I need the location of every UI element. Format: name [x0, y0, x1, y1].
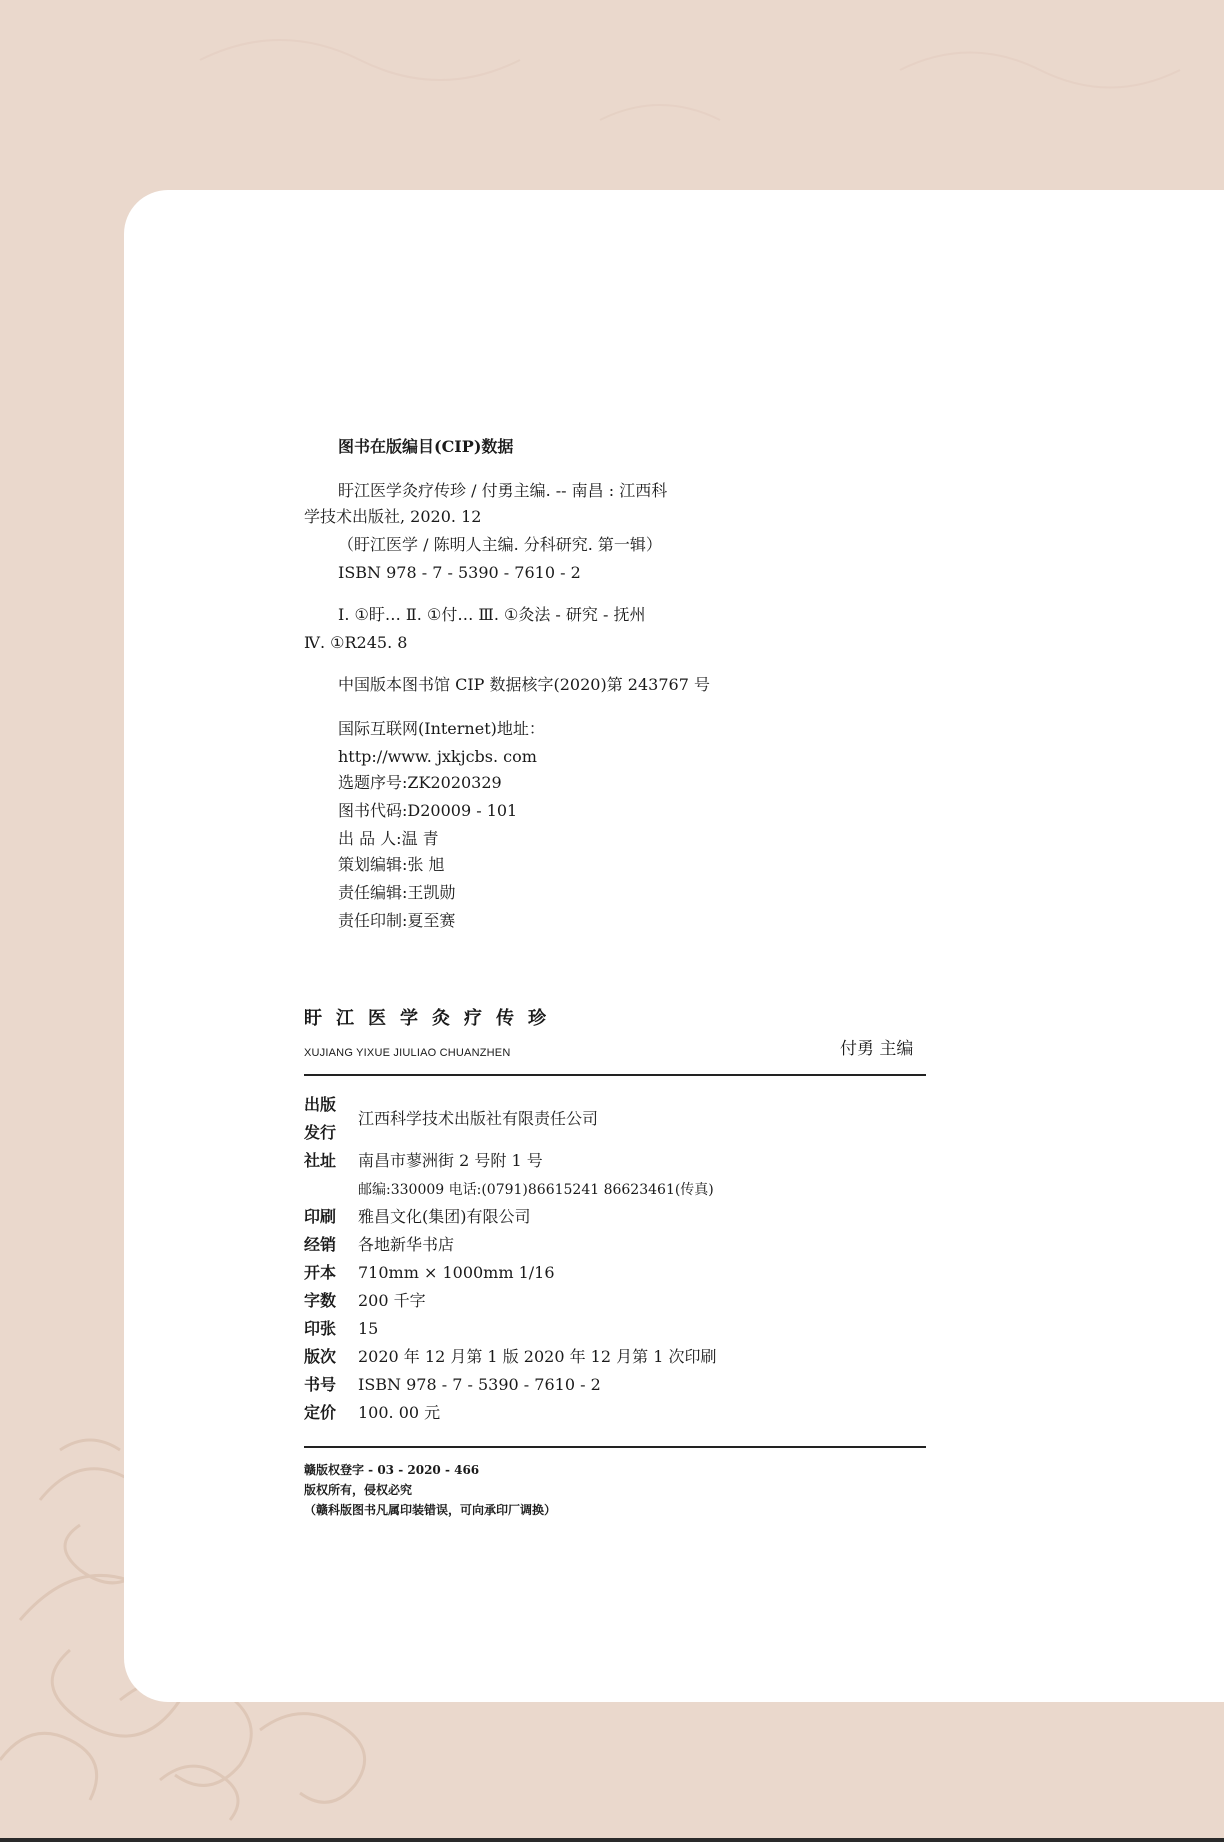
cip-line-3: （盱江医学 / 陈明人主编. 分科研究. 第一辑） — [338, 535, 662, 554]
copyright-registration: 赣版权登字 - 03 - 2020 - 466 — [304, 1463, 480, 1477]
isbn-value: ISBN 978 - 7 - 5390 - 7610 - 2 — [358, 1375, 601, 1394]
cip-verification: 中国版本图书馆 CIP 数据核字(2020)第 243767 号 — [338, 675, 710, 694]
website-url: http://www. jxkjcbs. com — [338, 747, 537, 766]
printer-label: 印刷 — [304, 1207, 337, 1226]
producer: 出 品 人:温 青 — [338, 829, 439, 848]
edition-label: 版次 — [304, 1347, 337, 1366]
internet-label: 国际互联网(Internet)地址： — [338, 719, 545, 738]
sheets-label: 印张 — [304, 1319, 337, 1338]
rights-reserved: 版权所有，侵权必究 — [304, 1483, 413, 1497]
isbn-label: 书号 — [304, 1375, 337, 1394]
planning-editor: 策划编辑:张 旭 — [338, 855, 445, 874]
price-label: 定价 — [304, 1403, 337, 1422]
bottom-border — [0, 1838, 1224, 1842]
responsible-printing: 责任印制:夏至赛 — [338, 911, 456, 930]
address-label: 社址 — [304, 1151, 337, 1170]
cip-classification-2: Ⅳ. ①R245. 8 — [304, 633, 408, 652]
publisher-value: 江西科学技术出版社有限责任公司 — [358, 1109, 599, 1128]
address-value: 南昌市蓼洲街 2 号附 1 号 — [358, 1151, 543, 1170]
distributor-label: 经销 — [304, 1235, 337, 1254]
divider-top — [304, 1074, 926, 1076]
cip-line-4: ISBN 978 - 7 - 5390 - 7610 - 2 — [338, 563, 581, 582]
topic-number: 选题序号:ZK2020329 — [338, 773, 502, 792]
book-author: 付勇 主编 — [840, 1039, 914, 1059]
printer-value: 雅昌文化(集团)有限公司 — [358, 1207, 531, 1226]
book-title-pinyin: XUJIANG YIXUE JIULIAO CHUANZHEN — [304, 1047, 511, 1059]
book-title: 盱江医学灸疗传珍 — [304, 1008, 560, 1029]
printing-error-notice: （赣科版图书凡属印装错误，可向承印厂调换） — [304, 1503, 557, 1517]
cip-line-2: 学技术出版社, 2020. 12 — [304, 507, 482, 526]
word-count-value: 200 千字 — [358, 1291, 426, 1310]
price-value: 100. 00 元 — [358, 1403, 441, 1422]
postal-phone-value: 邮编:330009 电话:(0791)86615241 86623461(传真) — [358, 1182, 714, 1198]
cip-heading: 图书在版编目(CIP)数据 — [338, 437, 514, 456]
cip-classification-1: Ⅰ. ①盱… Ⅱ. ①付… Ⅲ. ①灸法 - 研究 - 抚州 — [338, 605, 646, 624]
publisher-label-1: 出版 — [304, 1095, 337, 1114]
format-label: 开本 — [304, 1263, 337, 1282]
word-count-label: 字数 — [304, 1291, 337, 1310]
cip-line-1: 盱江医学灸疗传珍 / 付勇主编. -- 南昌 : 江西科 — [338, 481, 668, 500]
format-value: 710mm × 1000mm 1/16 — [358, 1263, 555, 1282]
distributor-value: 各地新华书店 — [358, 1235, 455, 1254]
book-code: 图书代码:D20009 - 101 — [338, 801, 518, 820]
publisher-label-2: 发行 — [304, 1123, 337, 1142]
content-panel — [124, 190, 1224, 1702]
divider-bottom — [304, 1446, 926, 1448]
sheets-value: 15 — [358, 1319, 379, 1338]
edition-value: 2020 年 12 月第 1 版 2020 年 12 月第 1 次印刷 — [358, 1347, 717, 1366]
responsible-editor: 责任编辑:王凯勋 — [338, 883, 456, 902]
